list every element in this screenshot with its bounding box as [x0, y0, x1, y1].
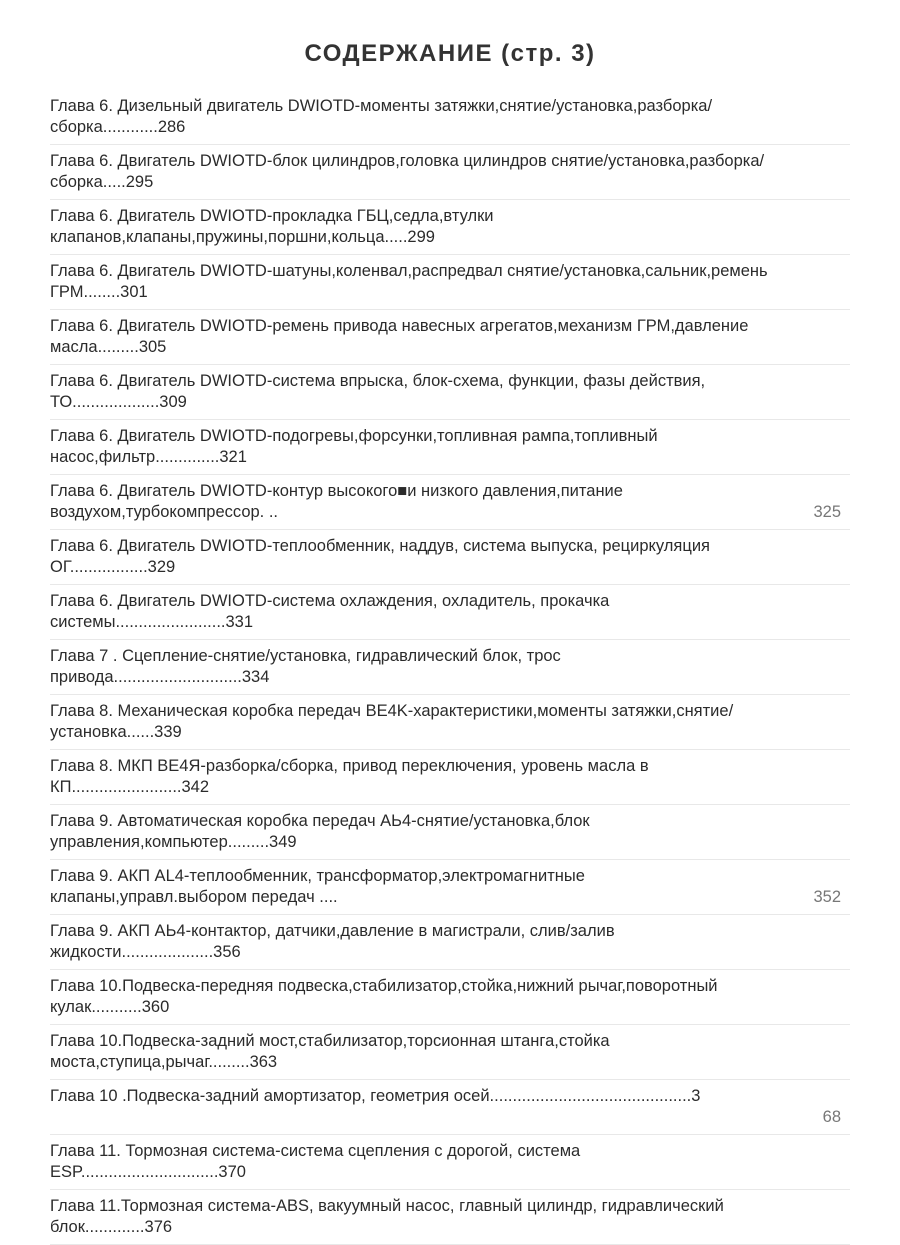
toc-entry[interactable] — [50, 1080, 850, 1135]
toc-entry-text: Глава 11. Тормозная система-система сцепления с дорогой, система ESP..............................370 — [50, 1142, 581, 1181]
toc-entry[interactable] — [50, 640, 850, 695]
toc-entry-text: Глава 8. Механическая коробка передач BE4K-характеристики,моменты затяжки,снятие/ установка......339 — [50, 702, 734, 741]
toc-entry-page-number: 352 — [813, 888, 841, 906]
toc-entry-text: Глава 10 .Подвеска-задний амортизатор, геометрия осей............................................3 — [50, 1087, 701, 1105]
toc-entry-text: Глава 6. Двигатель DWIOTD-ремень привода навесных агрегатов,механизм ГРМ,давление масла.........305 — [50, 317, 749, 356]
toc-entry[interactable] — [50, 860, 850, 915]
toc-entry-text: Глава 9. АКП АЬ4-контактор, датчики,давление в магистрали, слив/залив жидкости....................356 — [50, 922, 615, 961]
toc-entry-text: Глава 9. Автоматическая коробка передач АЬ4-снятие/установка,блок управления,компьютер.........349 — [50, 812, 590, 851]
toc-entry[interactable] — [50, 1135, 850, 1190]
toc-entry[interactable] — [50, 915, 850, 970]
toc-entry-text: Глава 10.Подвеска-задний мост,стабилизатор,торсионная штанга,стойка моста,ступица,рычаг.........363 — [50, 1032, 610, 1071]
toc-entry[interactable] — [50, 585, 850, 640]
toc-entry-text: Глава 6. Двигатель DWIOTD-блок цилиндров,головка цилиндров снятие/установка,разборка/ сборка.....295 — [50, 152, 765, 191]
toc-entry[interactable] — [50, 695, 850, 750]
toc-entry[interactable] — [50, 310, 850, 365]
toc-entry-text: Глава 6. Дизельный двигатель DWIOTD-моменты затяжки,снятие/установка,разборка/ сборка............286 — [50, 97, 713, 136]
toc-entry-text: Глава 9. АКП AL4-теплообменник, трансформатор,электромагнитные клапаны,управл.выбором передач .... — [50, 867, 585, 906]
toc-entry-text: Глава 6. Двигатель DWIOTD-система впрыска, блок-схема, функции, фазы действия, ТО...................309 — [50, 372, 706, 411]
toc-entry-text: Глава 6. Двигатель DWIOTD-теплообменник, наддув, система выпуска, рециркуляция ОГ.................329 — [50, 537, 710, 576]
toc-entry[interactable] — [50, 365, 850, 420]
toc-entry[interactable] — [50, 805, 850, 860]
toc-entry-text: Глава 7 . Сцепление-снятие/установка, гидравлический блок, трос привода............................334 — [50, 647, 561, 686]
toc-entry[interactable] — [50, 255, 850, 310]
toc-entry-text: Глава 6. Двигатель DWIOTD-прокладка ГБЦ,седла,втулки клапанов,клапаны,пружины,поршни,кольца.....299 — [50, 207, 494, 246]
toc-entry-page-number: 68 — [822, 1108, 841, 1126]
toc-entry[interactable] — [50, 475, 850, 530]
toc-entry-text: Глава 6. Двигатель DWIOTD-шатуны,коленвал,распредвал снятие/установка,сальник,ремень ГРМ........301 — [50, 262, 768, 301]
toc-entry[interactable] — [50, 420, 850, 475]
toc-entry-text: Глава 6. Двигатель DWIOTD-подогревы,форсунки,топливная рампа,топливный насос,фильтр..............321 — [50, 427, 658, 466]
toc-entry-text: Глава 11.Тормозная система-ABS, вакуумный насос, главный цилиндр, гидравлический блок.............376 — [50, 1197, 724, 1236]
toc-entry[interactable] — [50, 1025, 850, 1080]
page-title: СОДЕРЖАНИЕ (стр. 3) — [304, 40, 596, 67]
toc-entry[interactable] — [50, 530, 850, 585]
toc-entry-text: Глава 6. Двигатель DWIOTD-контур высокого■и низкого давления,питание воздухом,турбокомпрессор. .. — [50, 482, 623, 521]
toc-entry-text: Глава 10.Подвеска-передняя подвеска,стабилизатор,стойка,нижний рычаг,поворотный кулак...........360 — [50, 977, 718, 1016]
toc-entry[interactable] — [50, 145, 850, 200]
toc-entry[interactable] — [50, 90, 850, 145]
toc-entry[interactable] — [50, 750, 850, 805]
table-of-contents — [50, 90, 850, 1245]
toc-entry-text: Глава 8. МКП BE4Я-разборка/сборка, привод переключения, уровень масла в КП........................342 — [50, 757, 649, 796]
toc-entry[interactable] — [50, 1190, 850, 1245]
toc-entry[interactable] — [50, 970, 850, 1025]
toc-entry-text: Глава 6. Двигатель DWIOTD-система охлаждения, охладитель, прокачка системы........................331 — [50, 592, 610, 631]
toc-entry-page-number: 325 — [813, 503, 841, 521]
toc-entry[interactable] — [50, 200, 850, 255]
